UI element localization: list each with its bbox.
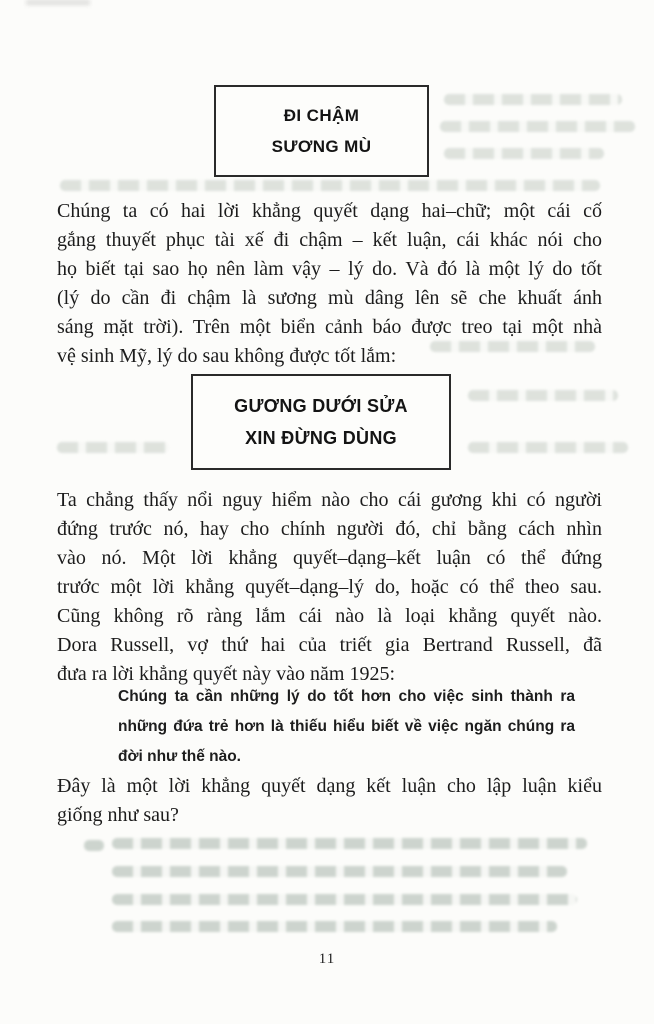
text-line: đưa ra lời khẳng quyết này vào năm 1925:	[57, 663, 395, 685]
bleed-through-line	[60, 180, 600, 191]
text-line: Ta chẳng thấy nổi nguy hiểm nào cho cái gương khi có người	[57, 489, 602, 511]
text-line: Chúng ta có hai lời khẳng quyết dạng hai–chữ; một cái cố	[57, 200, 602, 222]
block-quote	[118, 682, 575, 772]
speed-warning-sign	[214, 85, 429, 177]
text-line: trước một lời khẳng quyết–dạng–lý do, hoặc có thể theo sau.	[57, 576, 602, 598]
text-line: họ biết tại sao họ nên làm vậy – lý do. Và đó là một lý do tốt	[57, 258, 602, 280]
bleed-through-line	[468, 442, 628, 453]
mirror-warning-sign	[191, 374, 451, 470]
bleed-through-list-marker	[84, 840, 104, 851]
sign-line: XIN ĐỪNG DÙNG	[245, 428, 397, 448]
text-line: Dora Russell, vợ thứ hai của triết gia Bertrand Russell, đã	[57, 634, 602, 656]
text-line: đứng trước nó, hay cho chính người đó, chỉ bằng cách nhìn	[57, 518, 602, 540]
page-number: 11	[318, 951, 336, 967]
bleed-through-line	[112, 921, 557, 932]
text-line: gắng thuyết phục tài xế đi chậm – kết luận, cái khác nói cho	[57, 229, 602, 251]
text-line: sáng mặt trời). Trên một biển cảnh báo được treo tại một nhà	[57, 316, 602, 338]
paragraph-question	[57, 772, 602, 830]
bleed-through-line	[444, 94, 622, 105]
bleed-through-line	[57, 442, 169, 453]
text-line: vệ sinh Mỹ, lý do sau không được tốt lắm:	[57, 345, 397, 367]
bleed-through-line	[440, 121, 635, 132]
text-line: giống như sau?	[57, 804, 179, 826]
sign-line: ĐI CHẬM	[283, 106, 360, 125]
paragraph-mirror	[57, 486, 602, 689]
sign-line: GƯƠNG DƯỚI SỬA	[234, 396, 408, 416]
text-line: những đứa trẻ hơn là thiếu hiểu biết về việc ngăn chúng ra	[118, 718, 575, 735]
text-line: Cũng không rõ ràng lắm cái nào là loại khẳng quyết nào.	[57, 605, 602, 627]
text-line: Chúng ta cần những lý do tốt hơn cho việc sinh thành ra	[118, 688, 575, 705]
sign-line: SƯƠNG MÙ	[271, 137, 372, 156]
bleed-through-line	[112, 838, 587, 849]
bleed-through-line	[112, 866, 567, 877]
bleed-through-line	[468, 390, 618, 401]
text-line: đời như thế nào.	[118, 748, 241, 765]
bleed-through-line	[430, 341, 595, 352]
bleed-through-line	[444, 148, 604, 159]
text-line: Đây là một lời khẳng quyết dạng kết luận cho lập luận kiểu	[57, 775, 602, 797]
scan-smudge	[26, 0, 90, 5]
bleed-through-line	[112, 894, 577, 905]
text-line: vào nó. Một lời khẳng quyết–dạng–kết luận có thể đứng	[57, 547, 602, 569]
text-line: (lý do cần đi chậm là sương mù dâng lên sẽ che khuất ánh	[57, 287, 602, 309]
